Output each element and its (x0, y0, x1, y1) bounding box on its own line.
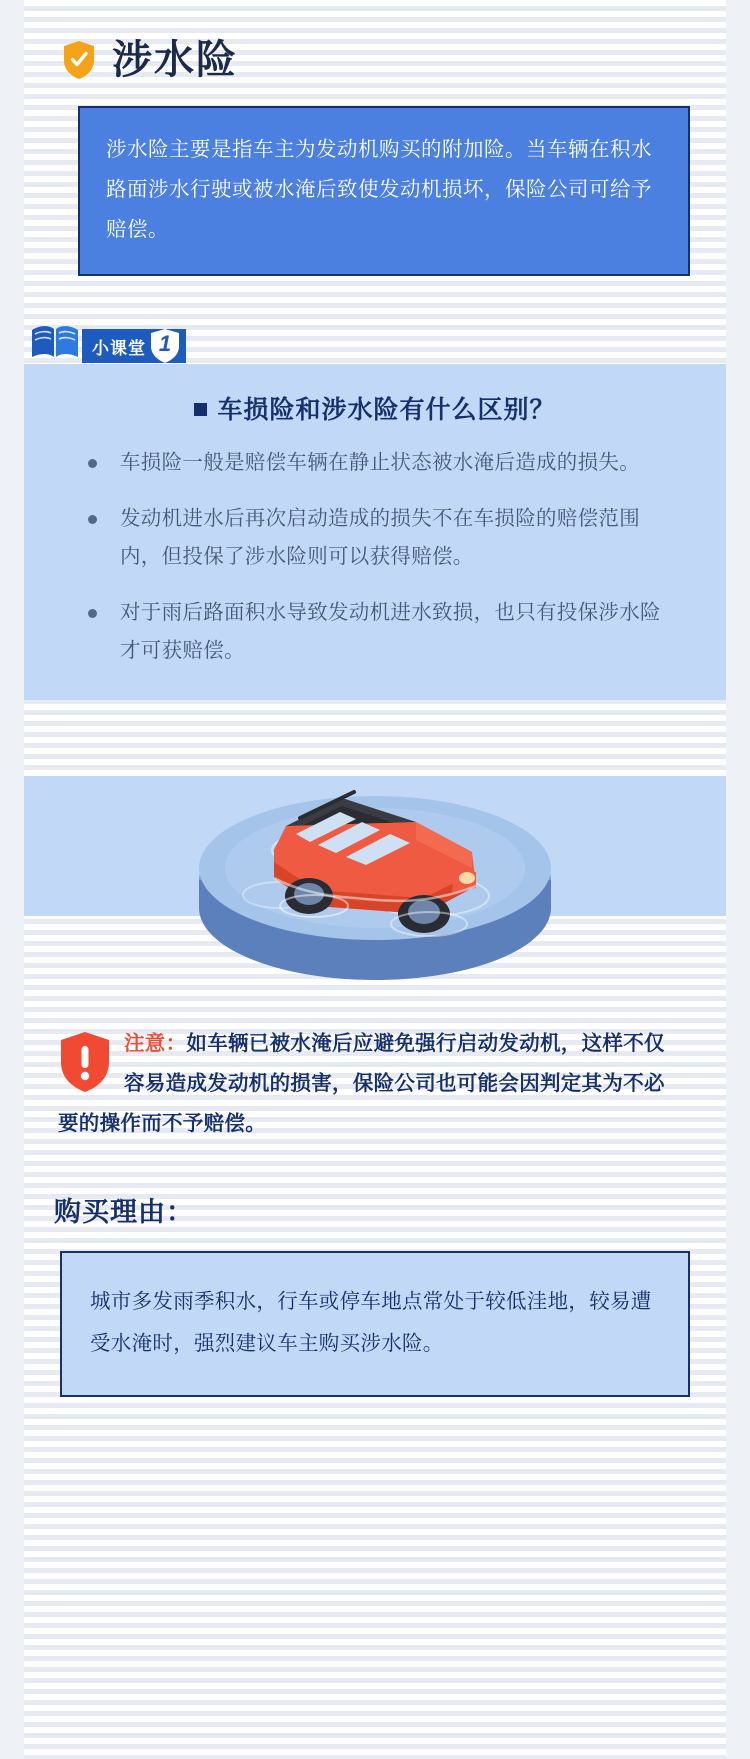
qa-panel (24, 364, 726, 700)
shield-badge-icon (150, 328, 180, 364)
qa-list (24, 444, 726, 670)
list-item: 发动机进水后再次启动造成的损失不在车损险的赔偿范围内，但投保了涉水险则可以获得赔偿。 (84, 500, 680, 576)
qa-title: 车损险和涉水险有什么区别？ (217, 396, 556, 424)
bottom-spacer (0, 1397, 750, 1457)
lesson-tab (30, 302, 750, 364)
lesson-tab-text: 小课堂 (92, 338, 146, 358)
bullet-square-icon (194, 403, 207, 416)
buy-reason-title: 购买理由： (54, 1197, 194, 1227)
page-header (0, 0, 750, 80)
lesson-number: 1 (158, 331, 172, 356)
buy-reason-box (60, 1251, 690, 1397)
notice-text: 如车辆已被水淹后应避免强行启动发动机，这样不仅容易造成发动机的损害，保险公司也可能会因判定其为不必要的操作而不予赔偿。 (58, 1032, 665, 1135)
red-car-in-flood-water-illustration (24, 700, 726, 992)
buy-reason-text: 城市多发雨季积水，行车或停车地点常处于较低洼地，较易遭受水淹时，强烈建议车主购买涉水险。 (90, 1290, 652, 1355)
list-item: 对于雨后路面积水导致发动机进水致损，也只有投保涉水险才可获赔偿。 (84, 594, 680, 670)
shield-check-icon (62, 40, 96, 80)
illustration-section (24, 700, 726, 992)
page-title: 涉水险 (112, 38, 238, 82)
notice-label: 注意： (124, 1032, 187, 1055)
list-item: 车损险一般是赔偿车辆在静止状态被水淹后造成的损失。 (84, 444, 680, 482)
qa-title-row (24, 390, 726, 426)
intro-section (78, 106, 690, 276)
notice-section (24, 1006, 726, 1154)
notice-text-block (58, 1024, 684, 1144)
intro-box (78, 106, 690, 276)
lesson-tab-label (82, 329, 186, 363)
warning-shield-icon (58, 1030, 112, 1094)
intro-text: 涉水险主要是指车主为发动机购买的附加险。当车辆在积水路面涉水行驶或被水淹后致使发动机损坏，保险公司可给予赔偿。 (106, 138, 652, 241)
open-book-icon (30, 322, 80, 362)
